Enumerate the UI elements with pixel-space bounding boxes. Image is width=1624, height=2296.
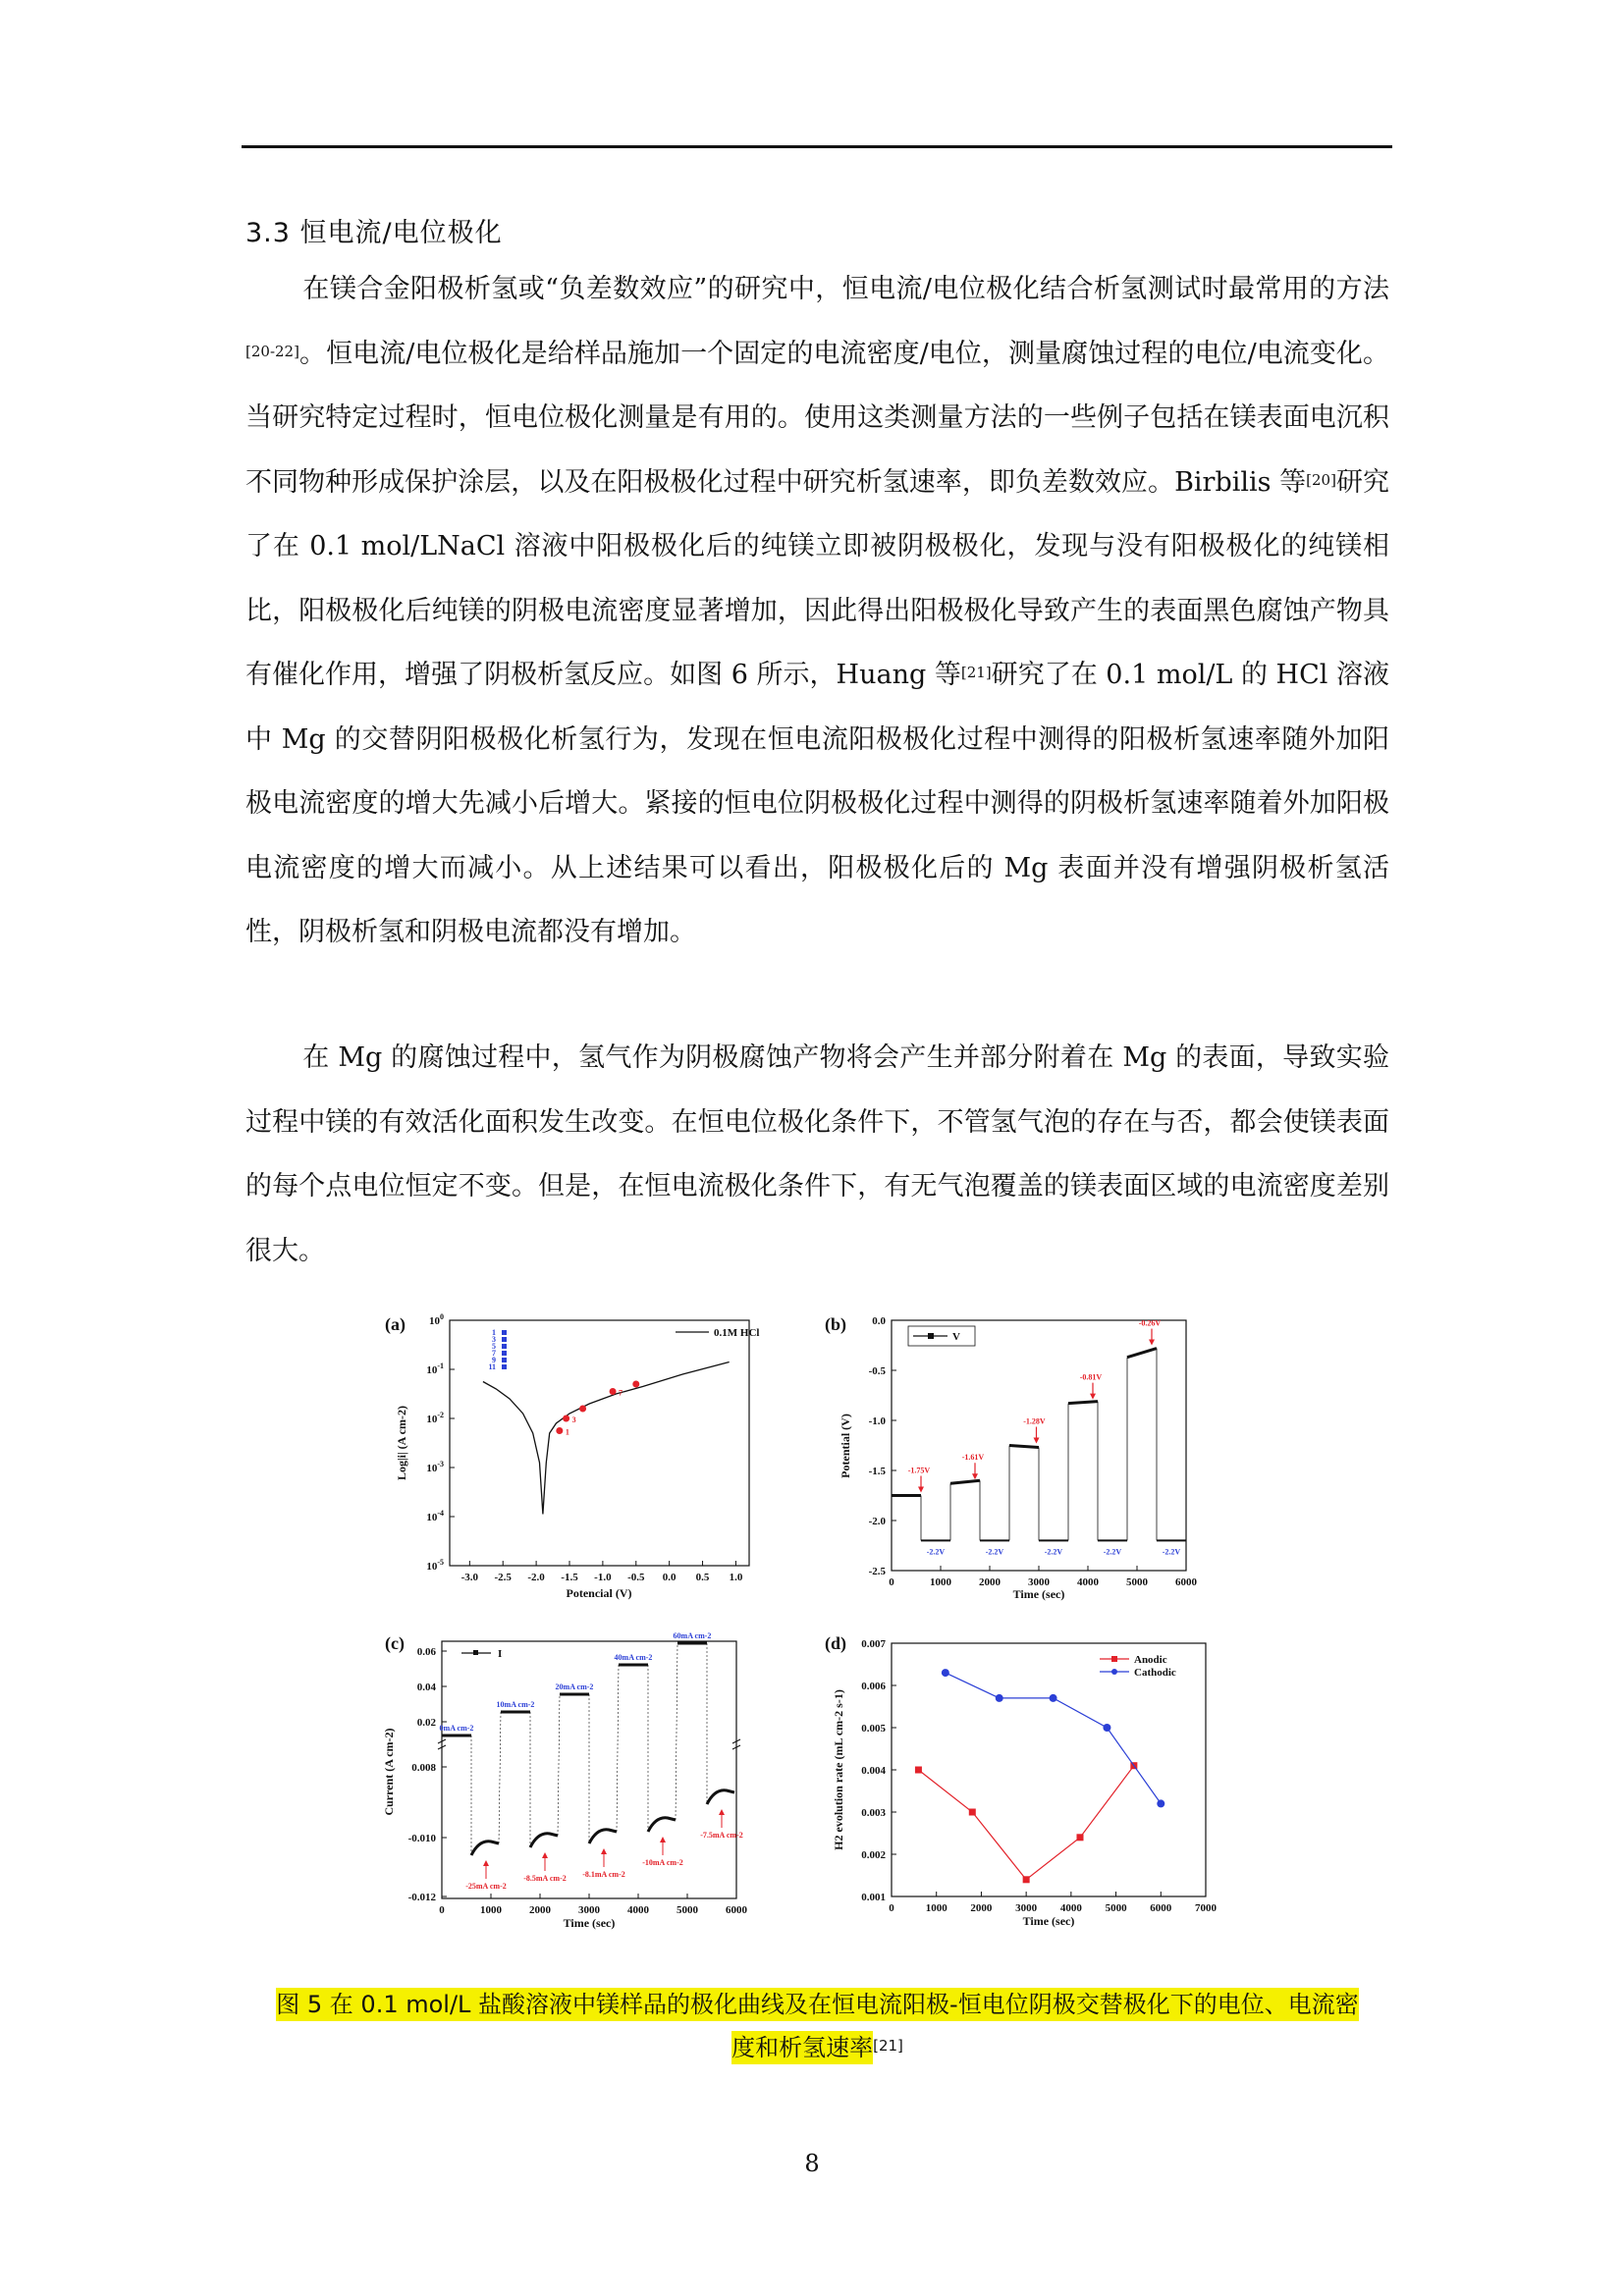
cathodic-current-segment xyxy=(707,1790,734,1804)
x-tick-label: -1.5 xyxy=(561,1572,578,1583)
anodic-current-annotation: 0mA cm-2 xyxy=(439,1724,474,1733)
paragraph-2 xyxy=(245,1026,1389,1283)
x-tick-label: 0.0 xyxy=(662,1572,677,1583)
potential-annotation: -1.75V xyxy=(907,1466,931,1475)
legend-label: Anodic xyxy=(1134,1654,1167,1666)
anodic-current-annotation: 60mA cm-2 xyxy=(673,1631,712,1640)
transition-line xyxy=(617,1665,619,1832)
panel-b-ylabel: Potential (V) xyxy=(839,1414,852,1478)
transition-line xyxy=(499,1712,501,1843)
y-tick-label: -2.5 xyxy=(868,1566,886,1577)
y-tick-label: 0.04 xyxy=(416,1682,436,1693)
paragraph-text: 研究了在 0.1 mol/L 的 HCl 溶液中 Mg 的交替阴阳极极化析氢行为，发现在恒电流阳极极化过程中测得的阳极析氢速率随外加阳极电流密度的增大先减小后增大。紧接的恒电位阴极极化过程中测得的阴极析氢速率随着外加阳极电流密度的增大而减小。从上述结果可以看出，阳极极化后的 Mg 表面并没有增强阴极析氢活性，阴极析氢和阴极电流都没有增加。 xyxy=(245,660,1389,947)
x-tick-label: 4000 xyxy=(627,1904,649,1916)
x-tick-label: -0.5 xyxy=(627,1572,645,1583)
polarization-curve xyxy=(483,1362,730,1515)
paragraph-text: 。恒电流/电位极化是给样品施加一个固定的电流密度/电位，测量腐蚀过程的电位/电流变化。当研究特定过程时，恒电位极化测量是有用的。使用这类测量方法的一些例子包括在镁表面电沉积不同物种形成保护涂层，以及在阳极极化过程中研究析氢速率，即负差数效应。Birbilis 等 xyxy=(245,338,1389,498)
panel-b-svg xyxy=(815,1310,1247,1620)
x-tick-label: 0 xyxy=(439,1904,445,1916)
y-tick-label: 0.003 xyxy=(861,1807,886,1819)
x-tick-label: 6000 xyxy=(1175,1576,1197,1588)
panel-a-legend: 0.1M HCl xyxy=(714,1327,760,1339)
x-tick-label: 3000 xyxy=(1015,1902,1038,1914)
inset-legend-marker xyxy=(502,1330,507,1335)
panel-a-xlabel: Potencial (V) xyxy=(566,1586,632,1600)
page-number: 8 xyxy=(804,2150,820,2177)
anodic-line xyxy=(918,1766,1134,1880)
cathodic-current-annotation: -8.5mA cm-2 xyxy=(523,1874,567,1883)
y-tick-label: 0.008 xyxy=(411,1762,436,1774)
y-tick-label: $10^{-5}$ xyxy=(426,1558,444,1573)
panel-c-svg xyxy=(363,1629,776,1944)
cathodic-current-annotation: -10mA cm-2 xyxy=(642,1858,683,1867)
y-tick-label: -0.5 xyxy=(868,1365,886,1377)
x-tick-label: -2.5 xyxy=(494,1572,512,1583)
y-tick-label: $10^{-3}$ xyxy=(426,1460,444,1474)
annotation-arrowhead xyxy=(719,1809,725,1815)
cathodic-annotation: -2.2V xyxy=(926,1547,946,1557)
anodic-point xyxy=(915,1767,922,1774)
cathodic-point xyxy=(996,1694,1003,1702)
cathodic-point xyxy=(942,1669,949,1677)
y-tick-label: -1.0 xyxy=(868,1415,886,1427)
panel-c-xlabel: Time (sec) xyxy=(563,1916,616,1930)
anodic-point xyxy=(1077,1834,1084,1841)
anodic-current-annotation: 40mA cm-2 xyxy=(614,1653,653,1662)
panel-a-svg xyxy=(363,1310,776,1620)
panel-b-xlabel: Time (sec) xyxy=(1012,1587,1065,1601)
panel-a-axes xyxy=(426,1312,742,1583)
potential-segment xyxy=(1009,1446,1039,1448)
y-tick-label: $10^{-4}$ xyxy=(426,1509,444,1523)
cathodic-point xyxy=(1157,1799,1164,1807)
potential-annotation: -1.28V xyxy=(1023,1416,1046,1426)
data-point xyxy=(563,1415,569,1422)
legend-marker xyxy=(1111,1656,1117,1662)
y-tick-label: 0.005 xyxy=(861,1723,886,1735)
data-point xyxy=(632,1381,639,1388)
citation-ref: [21] xyxy=(960,664,992,681)
potential-segment xyxy=(1068,1402,1098,1404)
data-point xyxy=(579,1406,586,1413)
potential-annotation: -1.61V xyxy=(961,1453,985,1463)
x-tick-label: 5000 xyxy=(677,1904,698,1916)
x-tick-label: 3000 xyxy=(1028,1576,1050,1588)
cathodic-current-segment xyxy=(530,1834,558,1847)
cathodic-line xyxy=(946,1673,1161,1803)
panel-c xyxy=(363,1629,776,1944)
cathodic-current-annotation: -8.1mA cm-2 xyxy=(582,1870,625,1879)
panel-a xyxy=(363,1310,776,1620)
paragraph-text: 在镁合金阳极析氢或“负差数效应”的研究中，恒电流/电位极化结合析氢测试时最常用的方法 xyxy=(302,274,1389,304)
paragraph-text: 在 Mg 的腐蚀过程中，氢气作为阴极腐蚀产物将会产生并部分附着在 Mg 的表面，导致实验过程中镁的有效活化面积发生改变。在恒电位极化条件下，不管氢气泡的存在与否，都会使镁表面的每个点电位恒定不变。但是，在恒电流极化条件下，有无气泡覆盖的镁表面区域的电流密度差别很大。 xyxy=(245,1042,1389,1266)
annotation-arrowhead xyxy=(918,1487,924,1493)
y-tick-label: 0.006 xyxy=(861,1681,886,1692)
panel-d-svg xyxy=(815,1629,1247,1944)
annotation-arrowhead xyxy=(601,1848,607,1854)
x-tick-label: 1000 xyxy=(930,1576,951,1588)
data-point-label: 1 xyxy=(565,1427,569,1437)
x-tick-label: -2.0 xyxy=(527,1572,545,1583)
cathodic-current-segment xyxy=(471,1842,499,1855)
x-tick-label: 5000 xyxy=(1126,1576,1148,1588)
x-tick-label: 0 xyxy=(889,1576,894,1588)
y-tick-label: 0.001 xyxy=(861,1892,886,1903)
panel-c-legend: I xyxy=(498,1648,503,1660)
y-tick-label: $10^{-2}$ xyxy=(426,1411,444,1425)
y-tick-label: 0.004 xyxy=(861,1765,886,1777)
annotation-arrowhead xyxy=(483,1860,489,1866)
figure-5 xyxy=(363,1310,1247,1958)
panel-a-label: (a) xyxy=(385,1314,406,1334)
x-tick-label: 1000 xyxy=(480,1904,502,1916)
inset-legend-label: 11 xyxy=(488,1362,496,1371)
anodic-point xyxy=(1023,1876,1030,1883)
annotation-arrowhead xyxy=(1034,1438,1040,1444)
panel-b-legend: V xyxy=(952,1331,960,1343)
data-point xyxy=(556,1427,563,1434)
x-tick-label: 5000 xyxy=(1105,1902,1127,1914)
annotation-arrowhead xyxy=(542,1852,548,1858)
header-rule xyxy=(242,145,1392,148)
panel-d-label: (d) xyxy=(825,1633,846,1653)
x-tick-label: 4000 xyxy=(1059,1902,1082,1914)
potential-annotation: -0.81V xyxy=(1079,1372,1103,1382)
legend-marker xyxy=(1111,1669,1117,1675)
y-tick-label: $10^0$ xyxy=(429,1312,444,1327)
y-tick-label: 0.007 xyxy=(861,1638,886,1650)
y-tick-label: 0.0 xyxy=(872,1315,886,1327)
citation-ref: [20-22] xyxy=(245,342,299,360)
panel-d xyxy=(815,1629,1247,1944)
caption-line-1: 图 5 在 0.1 mol/L 盐酸溶液中镁样品的极化曲线及在恒电流阳极-恒电位阴极交替极化下的电位、电流密 xyxy=(276,1988,1358,2021)
inset-legend-label: 7 xyxy=(492,1349,496,1358)
potential-annotation: -0.26V xyxy=(1138,1318,1162,1328)
y-tick-label: $10^{-1}$ xyxy=(426,1362,444,1376)
inset-legend-label: 1 xyxy=(492,1328,496,1337)
cathodic-current-annotation: -25mA cm-2 xyxy=(465,1882,507,1891)
inset-legend-label: 9 xyxy=(492,1356,496,1364)
panel-b-label: (b) xyxy=(825,1314,846,1334)
annotation-arrowhead xyxy=(660,1837,666,1842)
potential-segment xyxy=(950,1480,980,1483)
x-tick-label: 1000 xyxy=(925,1902,947,1914)
x-tick-label: 7000 xyxy=(1195,1902,1217,1914)
panel-d-xlabel: Time (sec) xyxy=(1022,1914,1075,1928)
x-tick-label: 3000 xyxy=(578,1904,600,1916)
data-point-label: 7 xyxy=(619,1388,623,1398)
inset-legend-marker xyxy=(502,1358,507,1362)
potential-segment xyxy=(1127,1349,1157,1358)
y-tick-label: -0.012 xyxy=(407,1892,436,1903)
anodic-current-annotation: 20mA cm-2 xyxy=(555,1682,594,1691)
annotation-arrowhead xyxy=(1090,1394,1096,1400)
y-tick-label: 0.002 xyxy=(861,1849,886,1861)
anodic-current-annotation: 10mA cm-2 xyxy=(496,1700,535,1709)
paragraph-text: 研究了在 0.1 mol/LNaCl 溶液中阳极极化后的纯镁立即被阴极极化，发现与没有阳极极化的纯镁相比，阳极极化后纯镁的阴极电流密度显著增加，因此得出阳极极化导致产生的表面黑色腐蚀产物具有催化作用，增强了阴极析氢反应。如图 6 所示，Huang 等 xyxy=(245,466,1389,690)
cathodic-point xyxy=(1050,1694,1057,1702)
inset-legend-marker xyxy=(502,1344,507,1349)
y-tick-label: 0.06 xyxy=(416,1646,436,1658)
x-tick-label: 6000 xyxy=(726,1904,747,1916)
data-point xyxy=(610,1388,617,1395)
inset-legend-marker xyxy=(502,1364,507,1369)
cathodic-current-segment xyxy=(648,1818,676,1832)
panel-c-ylabel: Current (A cm-2) xyxy=(382,1728,396,1816)
y-tick-label: -2.0 xyxy=(868,1516,886,1527)
panel-c-label: (c) xyxy=(385,1633,405,1653)
inset-legend-label: 5 xyxy=(492,1342,496,1351)
transition-line xyxy=(558,1694,560,1836)
cathodic-point xyxy=(1103,1724,1110,1732)
figure-caption xyxy=(245,1983,1389,2069)
x-tick-label: 4000 xyxy=(1077,1576,1099,1588)
cathodic-annotation: -2.2V xyxy=(1162,1547,1181,1557)
x-tick-label: 0.5 xyxy=(695,1572,710,1583)
legend-label: Cathodic xyxy=(1134,1667,1176,1679)
x-tick-label: 0 xyxy=(889,1902,894,1914)
panel-a-ylabel: Log|i| (A cm-2) xyxy=(395,1406,408,1480)
data-point-label: 3 xyxy=(571,1415,576,1424)
y-tick-label: -1.5 xyxy=(868,1466,886,1477)
panel-d-ylabel: H2 evolution rate (mL cm-2 s-1) xyxy=(832,1689,845,1850)
x-tick-label: 2000 xyxy=(970,1902,993,1914)
inset-legend-marker xyxy=(502,1337,507,1342)
x-tick-label: 2000 xyxy=(979,1576,1001,1588)
x-tick-label: -3.0 xyxy=(460,1572,479,1583)
annotation-arrowhead xyxy=(1149,1340,1155,1346)
section-heading: 3.3 恒电流/电位极化 xyxy=(245,218,503,248)
paragraph-1 xyxy=(245,257,1389,965)
x-tick-label: 1.0 xyxy=(729,1572,743,1583)
y-tick-label: 0.02 xyxy=(416,1717,436,1729)
cathodic-annotation: -2.2V xyxy=(1103,1547,1122,1557)
y-tick-label: -0.010 xyxy=(407,1833,436,1844)
x-tick-label: -1.0 xyxy=(594,1572,612,1583)
citation-ref: [20] xyxy=(1306,470,1336,489)
inset-legend-marker xyxy=(502,1351,507,1356)
anodic-point xyxy=(969,1809,976,1816)
annotation-arrowhead xyxy=(972,1473,978,1479)
x-tick-label: 6000 xyxy=(1150,1902,1172,1914)
inset-legend-label: 3 xyxy=(492,1335,496,1344)
x-tick-label: 2000 xyxy=(529,1904,551,1916)
caption-ref: [21] xyxy=(873,2037,903,2055)
cathodic-current-annotation: -7.5mA cm-2 xyxy=(700,1831,743,1840)
caption-line-2: 度和析氢速率 xyxy=(731,2031,873,2064)
transition-line xyxy=(676,1643,677,1820)
cathodic-current-segment xyxy=(589,1830,617,1843)
cathodic-annotation: -2.2V xyxy=(1044,1547,1063,1557)
cathodic-annotation: -2.2V xyxy=(985,1547,1004,1557)
